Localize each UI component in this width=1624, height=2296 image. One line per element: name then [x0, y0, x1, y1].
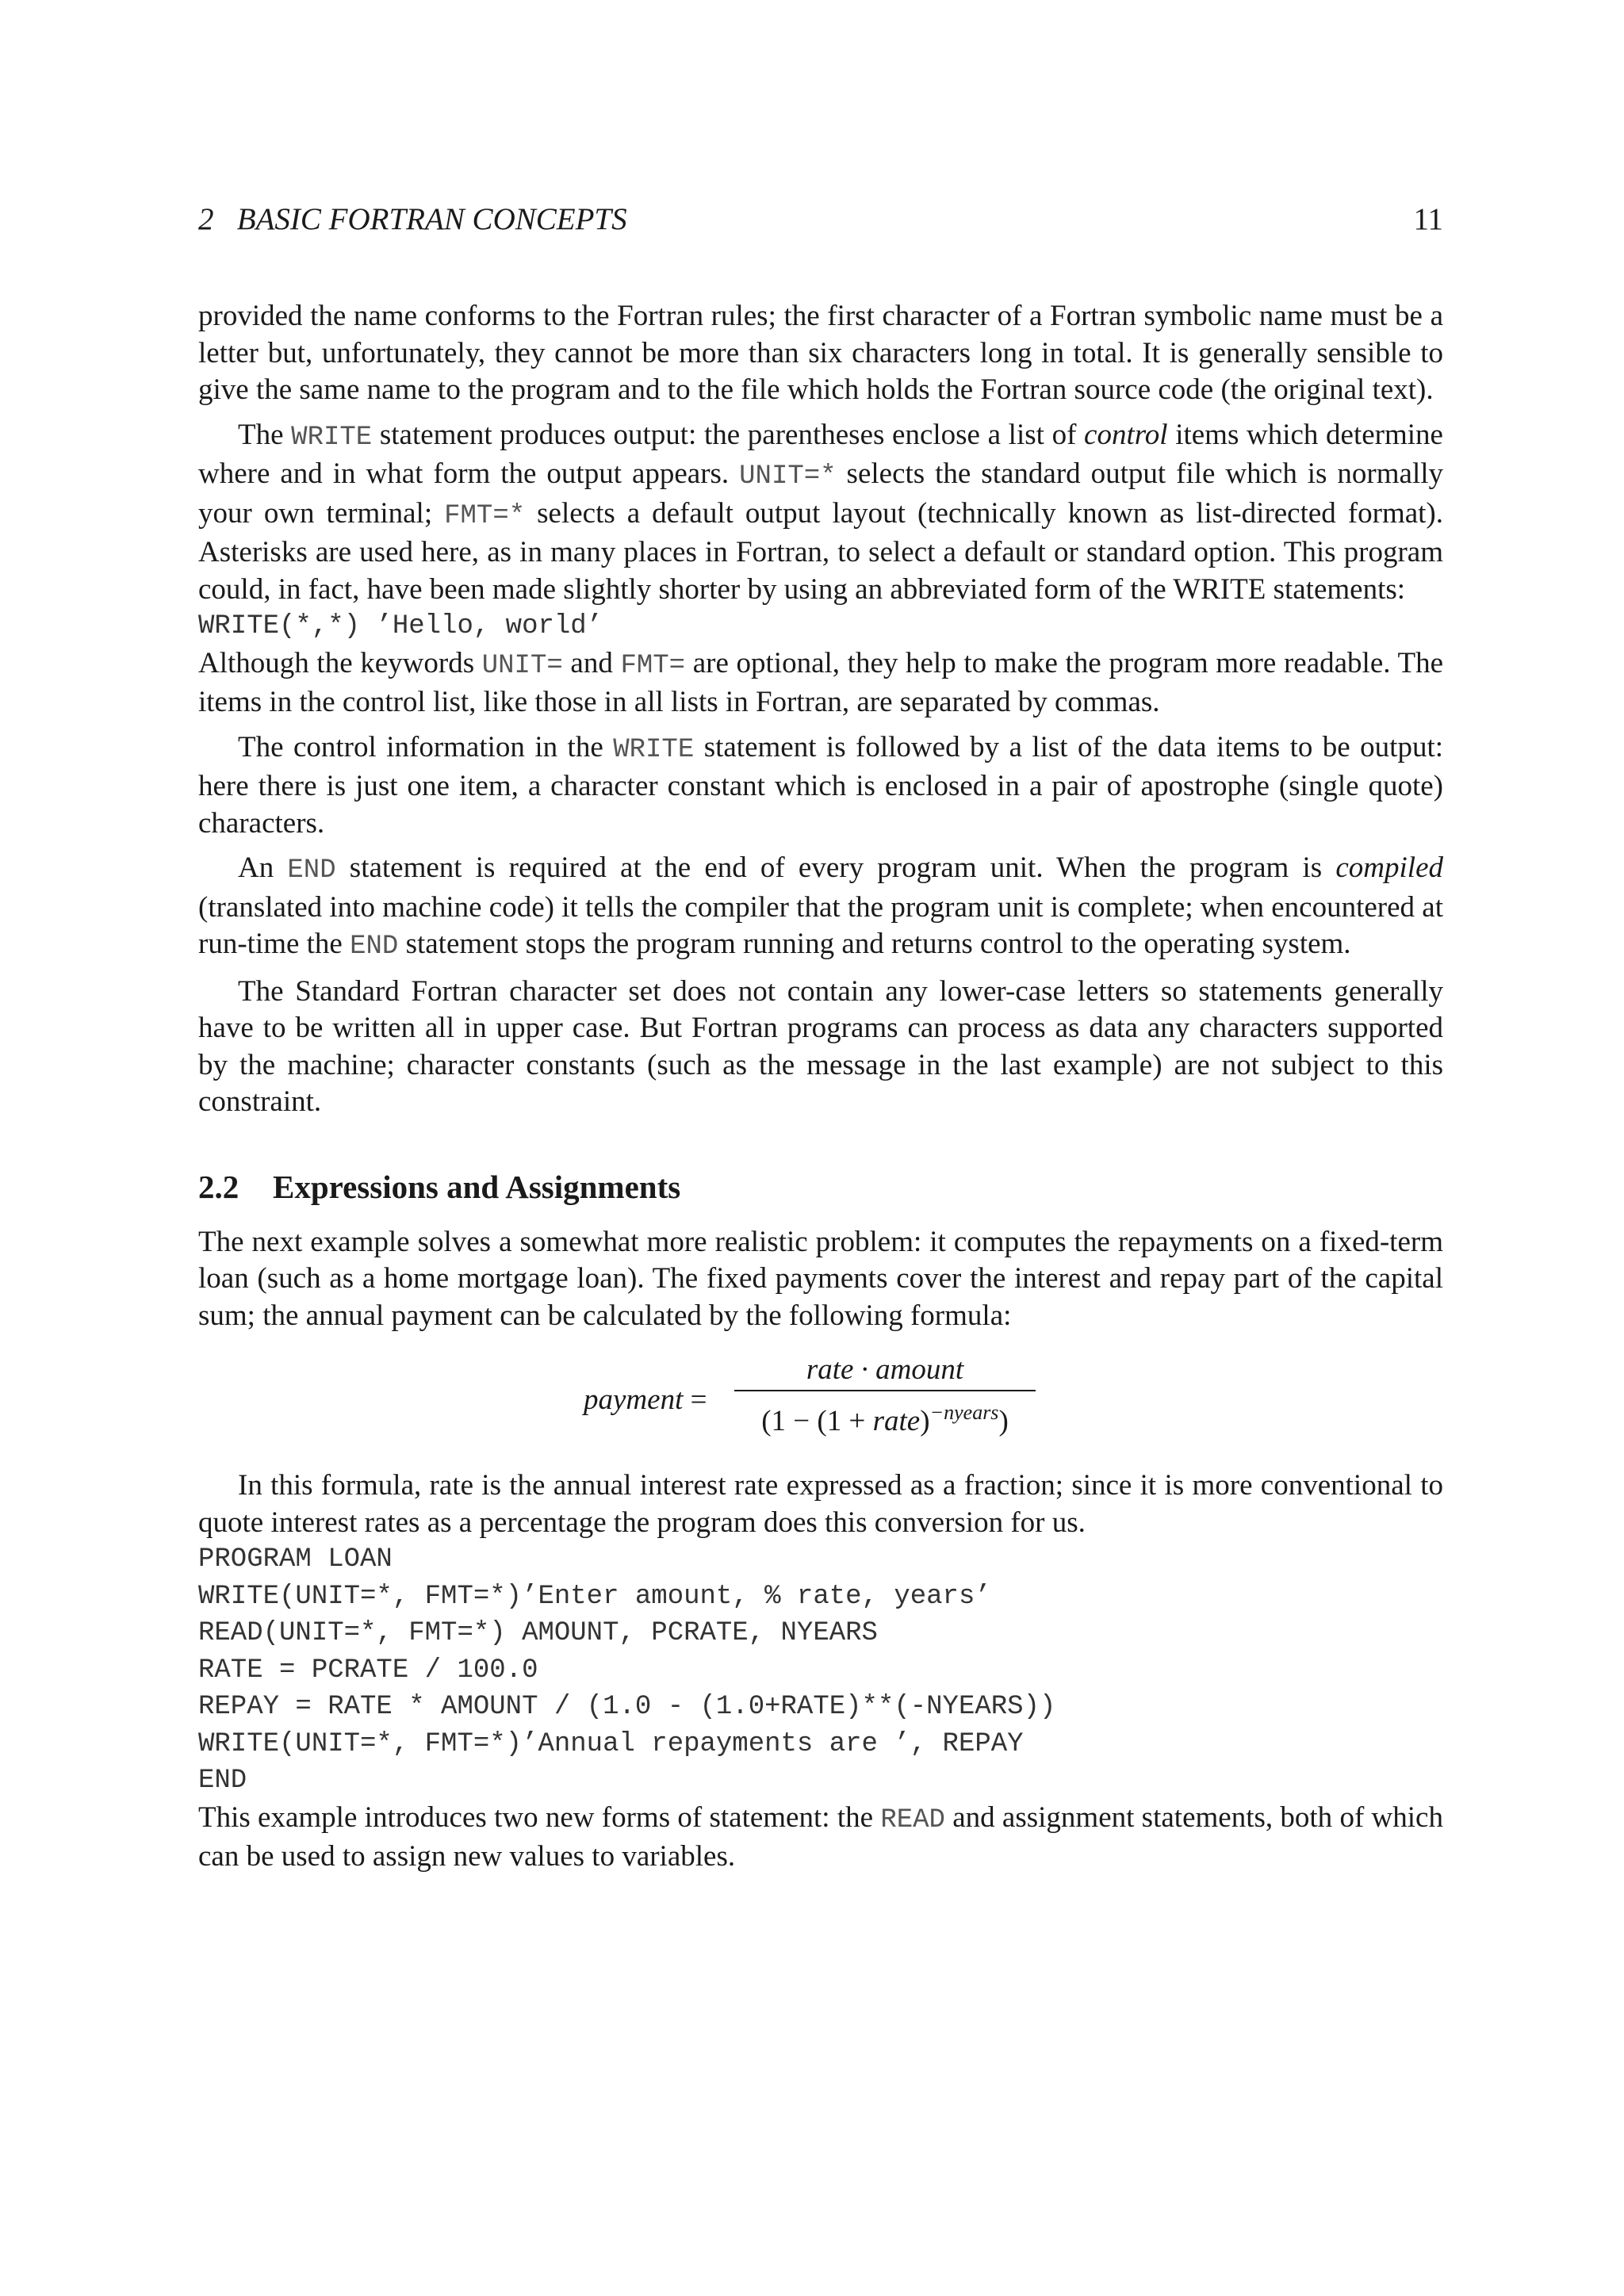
inline-code: END [350, 932, 399, 962]
formula-variable: payment [584, 1383, 684, 1416]
section-title: Expressions and Assignments [273, 1168, 681, 1205]
text-run: and assignment statements, both of which can be used to assign new values to variables. [198, 1800, 1443, 1873]
paragraph [198, 850, 1443, 966]
text-run: An [238, 851, 288, 884]
formula-exponent: −nyears [929, 1401, 999, 1424]
formula-part: (1 − (1 + [761, 1405, 873, 1437]
code-line: PROGRAM LOAN [198, 1544, 393, 1575]
text-run: The [238, 418, 292, 451]
code-line: REPAY = RATE * AMOUNT / (1.0 - (1.0+RATE)**(-NYEARS)) [198, 1692, 1056, 1722]
text-run: items which determine where and in what form the output appears. [198, 418, 1443, 490]
text-run: statement produces output: the parentheses enclose a list of [372, 418, 1085, 451]
code-block-loan [198, 1541, 1443, 1800]
code-line: RATE = PCRATE / 100.0 [198, 1655, 538, 1686]
paragraph: The Standard Fortran character set does not contain any lower-case letters so statements generally have to be written all in upper case. But Fortran programs can process as data any characters supported by the machine; character constants (such as the message in the last example) are not subject to this constraint. [198, 974, 1443, 1118]
code-line: READ(UNIT=*, FMT=*) AMOUNT, PCRATE, NYEARS [198, 1618, 878, 1648]
inline-code: READ [880, 1804, 945, 1835]
paragraph [198, 1800, 1443, 1876]
inline-code: WRITE [613, 734, 695, 765]
text-run: Although the keywords [198, 646, 482, 679]
paragraph [198, 417, 1443, 609]
inline-code: UNIT= [481, 650, 563, 681]
body-text [198, 298, 1443, 1876]
text-run: statement is required at the end of every program unit. When the program is [335, 851, 1336, 884]
formula-variable: rate [872, 1405, 921, 1437]
paragraph: In this formula, rate is the annual interest rate expressed as a fraction; since it is more conventional to quote interest rates as a percentage the program does this conversion for us. [198, 1469, 1443, 1539]
text-run: statement is followed by a list of the data items to be output: here there is just one item, a character constant which is enclosed in a pair of apostrophe (single quote) characters. [198, 730, 1444, 840]
paragraph: provided the name conforms to the Fortran rules; the first character of a Fortran symbolic name must be a letter but, unfortunately, they cannot be more than six characters long in total. It is generally sensible to give the same name to the program and to the file which holds the Fortran source code (the original text). [198, 300, 1443, 406]
text-run: The control information in the [238, 730, 614, 763]
formula-equals: = [683, 1383, 707, 1416]
paragraph: The next example solves a somewhat more realistic problem: it computes the repayments on a fixed-term loan (such as a home mortgage loan). The fixed payments cover the interest and repay part of the capital sum; the annual payment can be calculated by the following formula: [198, 1225, 1443, 1332]
inline-code: FMT= [620, 650, 686, 681]
text-run: statement stops the program running and returns control to the operating system. [398, 928, 1351, 960]
emphasis: control [1084, 418, 1168, 451]
inline-code: WRITE [291, 422, 373, 453]
page-number: 11 [1413, 202, 1443, 236]
code-line: WRITE(UNIT=*, FMT=*)’Enter amount, % rate, years’ [198, 1581, 991, 1612]
formula-lhs [584, 1382, 707, 1419]
text-run: (translated into machine code) it tells the compiler that the program unit is complete; when encountered at run-time the [198, 890, 1443, 960]
inline-code: FMT=* [444, 500, 526, 531]
section-number: 2.2 [198, 1168, 239, 1205]
formula-denominator [734, 1395, 1036, 1440]
text-run: are optional, they help to make the program more readable. The items in the control list, like those in all lists in Fortran, are separated by commas. [198, 646, 1443, 718]
paragraph [198, 645, 1443, 721]
text-run: selects a default output layout (technically known as list-directed format). Asterisks are used here, as in many places in Fortran, to select a default or standard option. This program could, in fact, have been made slightly shorter by using an abbreviated form of the WRITE statements: [198, 496, 1444, 606]
formula-fraction [734, 1352, 1036, 1440]
emphasis: compiled [1335, 851, 1443, 884]
section-heading [198, 1167, 1443, 1207]
formula-part: ) [998, 1405, 1009, 1437]
inline-code: UNIT=* [739, 461, 837, 492]
formula-part: ) [920, 1405, 930, 1437]
payment-formula [198, 1352, 1443, 1447]
text-run: and [562, 646, 621, 679]
code-line: WRITE(UNIT=*, FMT=*)’Annual repayments are ’, REPAY [198, 1728, 1024, 1759]
code-block-write: WRITE(*,*) ’Hello, world’ [198, 611, 603, 641]
fraction-bar [734, 1390, 1036, 1391]
running-head [198, 200, 1443, 239]
inline-code: END [287, 855, 336, 886]
text-run: selects the standard output file which is normally your own terminal; [198, 457, 1444, 530]
paragraph [198, 729, 1443, 843]
text-run: This example introduces two new forms of statement: the [198, 1800, 881, 1834]
code-line: END [198, 1766, 247, 1796]
formula-numerator: rate · amount [806, 1353, 964, 1386]
chapter-title: 2 BASIC FORTRAN CONCEPTS [198, 202, 627, 236]
